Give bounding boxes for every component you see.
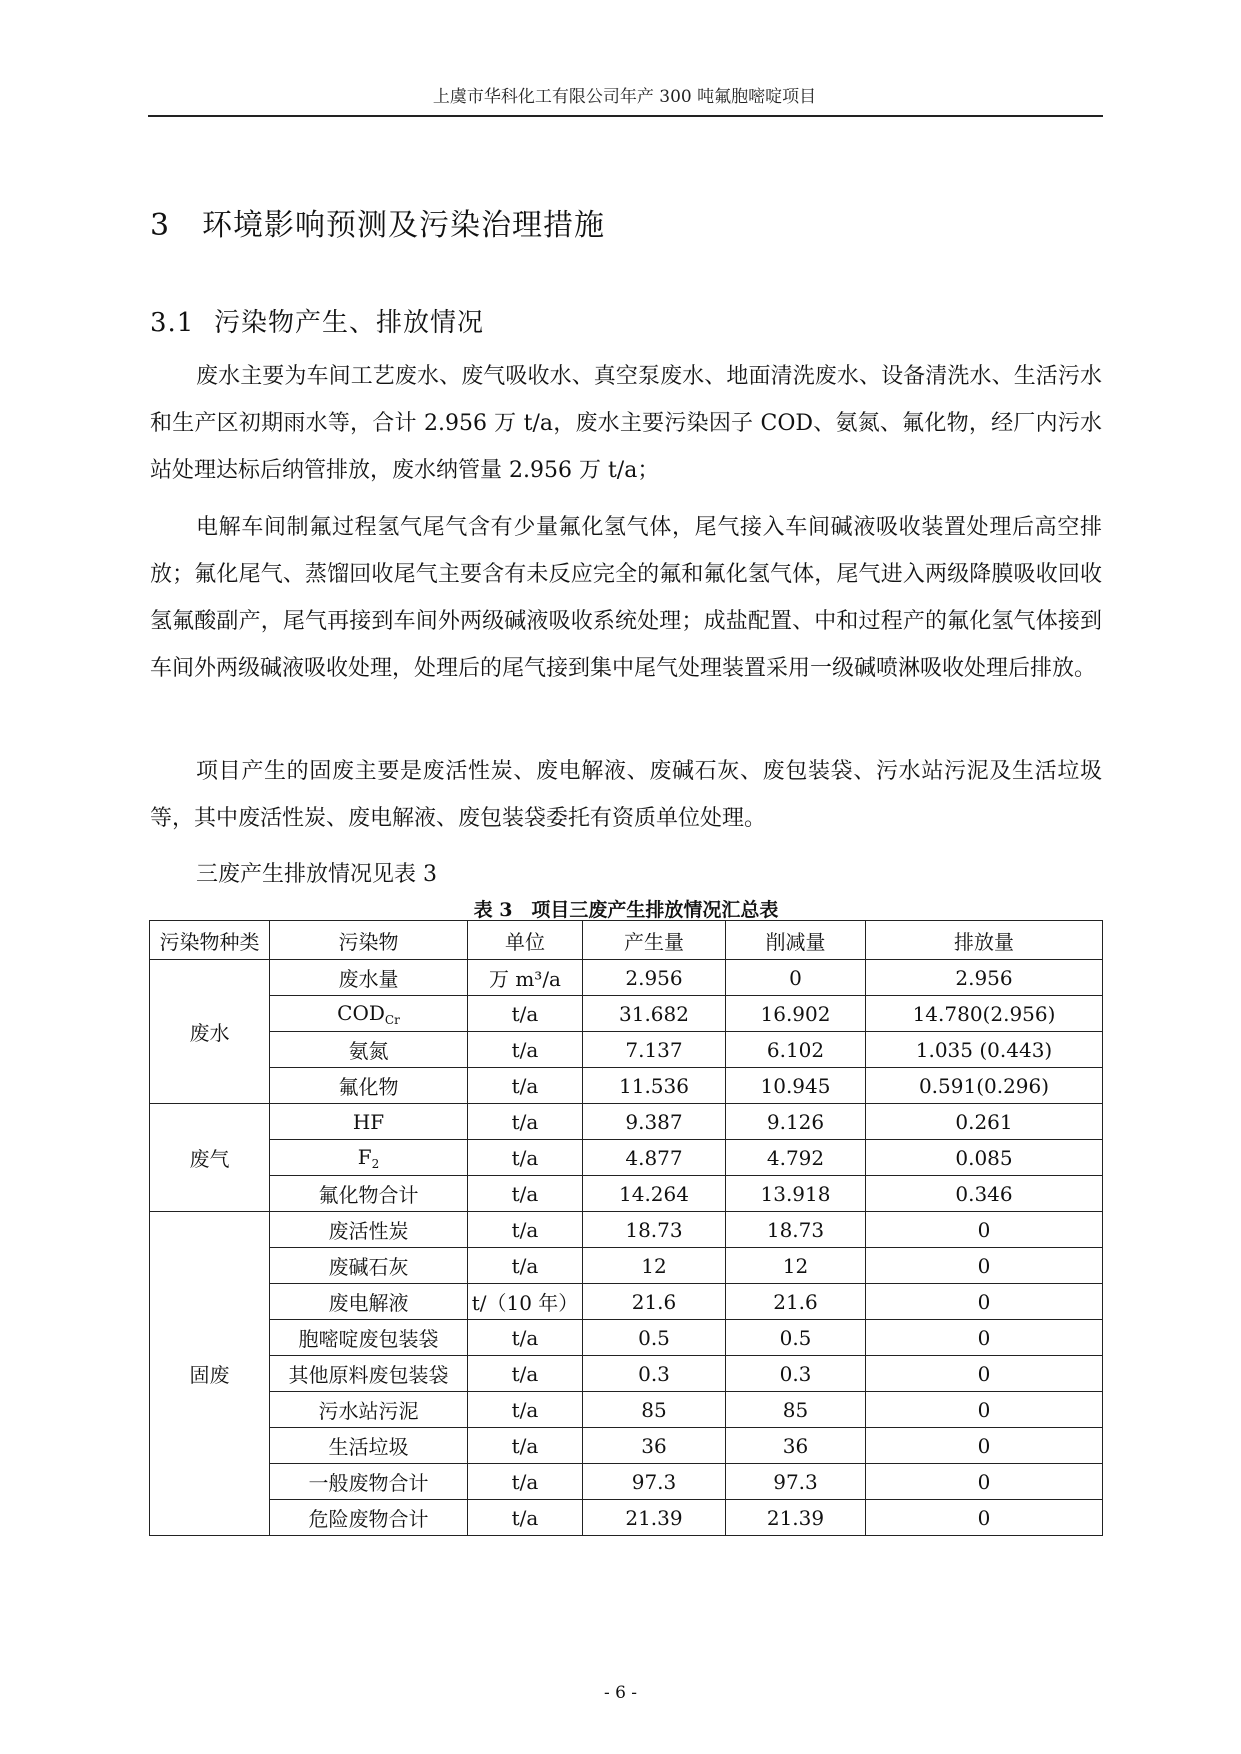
subsection-title: 污染物产生、排放情况 <box>214 308 485 338</box>
reduced-cell: 6.102 <box>726 1032 866 1068</box>
produced-cell: 31.682 <box>583 996 726 1032</box>
reduced-cell: 12 <box>726 1248 866 1284</box>
unit-cell: t/a <box>468 1140 583 1176</box>
reduced-cell: 16.902 <box>726 996 866 1032</box>
unit-cell: t/a <box>468 1176 583 1212</box>
table-row <box>150 1320 1103 1356</box>
column-header-emitted: 排放量 <box>866 921 1103 960</box>
emitted-cell: 0 <box>866 1500 1103 1536</box>
table-row <box>150 1500 1103 1536</box>
table-row <box>150 996 1103 1032</box>
category-cell: 废气 <box>150 1104 270 1212</box>
page-number: - 6 - <box>603 1683 638 1703</box>
pollutant-name: 危险废物合计 <box>308 1507 429 1531</box>
table-row <box>150 1032 1103 1068</box>
paragraph-waste-gas: 电解车间制氟过程氢气尾气含有少量氟化氢气体，尾气接入车间碱液吸收装置处理后高空排放；氟化尾气、蒸馏回收尾气主要含有未反应完全的氟和氟化氢气体，尾气进入两级降膜吸收回收氢氟酸副产，尾气再接到车间外两级碱液吸收系统处理；成盐配置、中和过程产的氟化氢气体接到车间外两级碱液吸收处理，处理后的尾气接到集中尾气处理装置采用一级碱喷淋吸收处理后排放。 <box>150 515 1102 681</box>
section-title: 环境影响预测及污染治理措施 <box>202 208 605 243</box>
emitted-cell: 0 <box>866 1392 1103 1428</box>
column-header-reduced: 削减量 <box>726 921 866 960</box>
column-header-unit: 单位 <box>468 921 583 960</box>
table-caption: 表 3 项目三废产生排放情况汇总表 <box>473 899 779 921</box>
pollutant-subscript: 2 <box>371 1156 380 1171</box>
produced-cell: 0.5 <box>583 1320 726 1356</box>
pollutant-cell <box>270 960 468 996</box>
paragraph-table-reference: 三废产生排放情况见表 3 <box>196 862 437 887</box>
table-row <box>150 1284 1103 1320</box>
subsection-number: 3.1 <box>150 308 195 338</box>
pollutant-cell <box>270 1356 468 1392</box>
emitted-cell: 0.261 <box>866 1104 1103 1140</box>
emitted-cell: 0 <box>866 1320 1103 1356</box>
section-number: 3 <box>150 208 171 243</box>
pollutant-name: 污水站污泥 <box>318 1399 419 1423</box>
pollutant-cell <box>270 1500 468 1536</box>
emitted-cell: 1.035 (0.443) <box>866 1032 1103 1068</box>
column-header-produced: 产生量 <box>583 921 726 960</box>
pollutant-name: 一般废物合计 <box>308 1471 429 1495</box>
unit-cell: t/（10 年） <box>468 1284 583 1320</box>
pollutant-cell <box>270 1392 468 1428</box>
table-row <box>150 1176 1103 1212</box>
reduced-cell: 10.945 <box>726 1068 866 1104</box>
subsection-heading <box>150 302 484 339</box>
pollutant-cell <box>270 1068 468 1104</box>
emitted-cell: 0.591(0.296) <box>866 1068 1103 1104</box>
emitted-cell: 0 <box>866 1284 1103 1320</box>
pollutant-name: 废碱石灰 <box>328 1255 409 1279</box>
pollutant-name: 废电解液 <box>328 1291 409 1315</box>
pollutant-name: COD <box>337 1000 385 1025</box>
table-row <box>150 1104 1103 1140</box>
pollutant-name: 其他原料废包装袋 <box>288 1363 449 1387</box>
unit-cell: t/a <box>468 1104 583 1140</box>
emitted-cell: 0 <box>866 1428 1103 1464</box>
table-row <box>150 960 1103 996</box>
pollutant-cell <box>270 1140 468 1176</box>
emitted-cell: 0 <box>866 1356 1103 1392</box>
pollutant-name: HF <box>352 1109 385 1134</box>
emitted-cell: 2.956 <box>866 960 1103 996</box>
produced-cell: 2.956 <box>583 960 726 996</box>
table-row <box>150 1392 1103 1428</box>
pollutant-name: 氟化物合计 <box>318 1183 419 1207</box>
table-body <box>150 960 1103 1536</box>
pollutant-cell <box>270 996 468 1032</box>
pollutant-name: 废水量 <box>338 967 399 991</box>
reduced-cell: 0 <box>726 960 866 996</box>
reduced-cell: 97.3 <box>726 1464 866 1500</box>
pollutant-name: F <box>357 1144 372 1169</box>
produced-cell: 36 <box>583 1428 726 1464</box>
reduced-cell: 21.39 <box>726 1500 866 1536</box>
pollutant-cell <box>270 1428 468 1464</box>
reduced-cell: 4.792 <box>726 1140 866 1176</box>
reduced-cell: 18.73 <box>726 1212 866 1248</box>
emitted-cell: 0 <box>866 1248 1103 1284</box>
pollutant-cell <box>270 1284 468 1320</box>
emitted-cell: 0.346 <box>866 1176 1103 1212</box>
pollutant-cell <box>270 1032 468 1068</box>
pollutant-cell <box>270 1104 468 1140</box>
produced-cell: 97.3 <box>583 1464 726 1500</box>
produced-cell: 4.877 <box>583 1140 726 1176</box>
pollutant-name: 废活性炭 <box>328 1219 409 1243</box>
unit-cell: t/a <box>468 1320 583 1356</box>
produced-cell: 21.6 <box>583 1284 726 1320</box>
unit-cell: t/a <box>468 1032 583 1068</box>
produced-cell: 11.536 <box>583 1068 726 1104</box>
unit-cell: t/a <box>468 1212 583 1248</box>
unit-cell: t/a <box>468 1500 583 1536</box>
unit-cell: t/a <box>468 1392 583 1428</box>
pollutant-cell <box>270 1176 468 1212</box>
table-row <box>150 1212 1103 1248</box>
column-header-category: 污染物种类 <box>150 921 270 960</box>
produced-cell: 21.39 <box>583 1500 726 1536</box>
produced-cell: 7.137 <box>583 1032 726 1068</box>
category-cell: 废水 <box>150 960 270 1104</box>
unit-cell: t/a <box>468 1464 583 1500</box>
reduced-cell: 9.126 <box>726 1104 866 1140</box>
pollutant-cell <box>270 1248 468 1284</box>
emissions-summary-table <box>149 920 1103 1536</box>
section-heading <box>150 200 605 244</box>
unit-cell: t/a <box>468 1068 583 1104</box>
emitted-cell: 0 <box>866 1212 1103 1248</box>
table-row <box>150 1140 1103 1176</box>
pollutant-cell <box>270 1212 468 1248</box>
produced-cell: 9.387 <box>583 1104 726 1140</box>
reduced-cell: 0.5 <box>726 1320 866 1356</box>
reduced-cell: 13.918 <box>726 1176 866 1212</box>
reduced-cell: 85 <box>726 1392 866 1428</box>
unit-cell: t/a <box>468 1356 583 1392</box>
pollutant-subscript: Cr <box>384 1012 400 1027</box>
column-header-pollutant: 污染物 <box>270 921 468 960</box>
pollutant-name: 氨氮 <box>348 1039 389 1063</box>
produced-cell: 18.73 <box>583 1212 726 1248</box>
header-rule <box>148 115 1103 117</box>
paragraph-wastewater: 废水主要为车间工艺废水、废气吸收水、真空泵废水、地面清洗废水、设备清洗水、生活污水和生产区初期雨水等，合计 2.956 万 t/a，废水主要污染因子 COD、氨氮、氟化物，经厂内污水站处理达标后纳管排放，废水纳管量 2.956 万 t/a； <box>150 364 1102 483</box>
table-row <box>150 1464 1103 1500</box>
reduced-cell: 36 <box>726 1428 866 1464</box>
unit-cell: t/a <box>468 1248 583 1284</box>
produced-cell: 14.264 <box>583 1176 726 1212</box>
table-row <box>150 1428 1103 1464</box>
reduced-cell: 21.6 <box>726 1284 866 1320</box>
running-header: 上虞市华科化工有限公司年产 300 吨氟胞嘧啶项目 <box>432 87 817 107</box>
produced-cell: 12 <box>583 1248 726 1284</box>
pollutant-cell <box>270 1464 468 1500</box>
pollutant-name: 氟化物 <box>338 1075 399 1099</box>
pollutant-name: 生活垃圾 <box>328 1435 409 1459</box>
paragraph-solid-waste: 项目产生的固废主要是废活性炭、废电解液、废碱石灰、废包装袋、污水站污泥及生活垃圾等，其中废活性炭、废电解液、废包装袋委托有资质单位处理。 <box>150 759 1102 831</box>
table-row <box>150 1068 1103 1104</box>
unit-cell: t/a <box>468 996 583 1032</box>
emitted-cell: 14.780(2.956) <box>866 996 1103 1032</box>
table-row <box>150 1356 1103 1392</box>
table-row <box>150 1248 1103 1284</box>
emitted-cell: 0 <box>866 1464 1103 1500</box>
pollutant-name: 胞嘧啶废包装袋 <box>298 1327 439 1351</box>
produced-cell: 85 <box>583 1392 726 1428</box>
category-cell: 固废 <box>150 1212 270 1536</box>
reduced-cell: 0.3 <box>726 1356 866 1392</box>
pollutant-cell <box>270 1320 468 1356</box>
emitted-cell: 0.085 <box>866 1140 1103 1176</box>
table-header-row <box>150 921 1103 960</box>
unit-cell: 万 m³/a <box>468 960 583 996</box>
produced-cell: 0.3 <box>583 1356 726 1392</box>
unit-cell: t/a <box>468 1428 583 1464</box>
